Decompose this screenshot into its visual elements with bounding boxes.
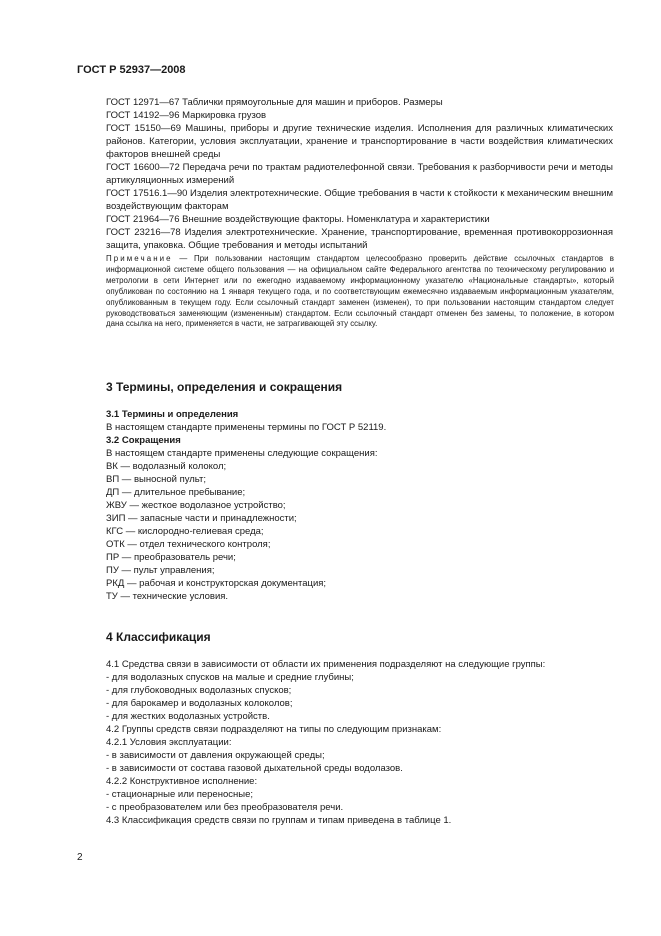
abbreviation-item: ЖВУ — жесткое водолазное устройство;	[106, 500, 286, 511]
reference-item: ГОСТ 23216—78 Изделия электротехнические. Хранение, транспортирование, временная противокоррозионная защита, упаковка. Общие требования и методы испытаний	[106, 227, 613, 251]
abbreviation-item: ВК — водолазный колокол;	[106, 461, 227, 472]
abbreviation-item: ПР — преобразователь речи;	[106, 552, 236, 563]
section-4-body	[106, 658, 613, 827]
note-label: Примечание	[106, 254, 173, 263]
abbreviation-item: ЗИП — запасные части и принадлежности;	[106, 513, 297, 524]
section-3-title: 3 Термины, определения и сокращения	[106, 380, 343, 394]
abbreviation-item: ВП — выносной пульт;	[106, 474, 207, 485]
classification-line: - для водолазных спусков на малые и средние глубины;	[106, 672, 354, 683]
classification-line: - стационарные или переносные;	[106, 789, 253, 800]
classification-line: 4.2.1 Условия эксплуатации:	[106, 737, 232, 748]
classification-line: - для глубоководных водолазных спусков;	[106, 685, 292, 696]
abbreviation-item: ОТК — отдел технического контроля;	[106, 539, 271, 550]
note-block	[106, 254, 614, 330]
abbreviation-item: КГС — кислородно-гелиевая среда;	[106, 526, 264, 537]
reference-item: ГОСТ 21964—76 Внешние воздействующие факторы. Номенклатура и характеристики	[106, 214, 490, 225]
classification-line: - для барокамер и водолазных колоколов;	[106, 698, 293, 709]
classification-line: - для жестких водолазных устройств.	[106, 711, 270, 722]
reference-item: ГОСТ 15150—69 Машины, приборы и другие технические изделия. Исполнения для различных климатических районов. Категории, условия эксплуатации, хранение и транспортирование в части воздействия климатических факторов внешней среды	[106, 123, 613, 160]
note-text: — При пользовании настоящим стандартом целесообразно проверить действие ссылочных стандартов в информационной системе общего пользования — на официальном сайте Федерального агентства по техническому регулированию и метрологии в сети Интернет или по ежегодно издаваемому информационному указателю «Национальные стандарты», который опубликован по состоянию на 1 января текущего года, и по соответствующим ежемесячно издаваемым информационным указателям, опубликованным в текущем году. Если ссылочный стандарт заменен (изменен), то при пользовании настоящим стандартом следует руководствоваться заменяющим (измененным) стандартом. Если ссылочный стандарт отменен без замены, то положение, в котором дана ссылка на него, применяется в части, не затрагивающей эту ссылку.	[106, 254, 614, 329]
abbreviation-item: РКД — рабочая и конструкторская документация;	[106, 578, 327, 589]
classification-line: 4.1 Средства связи в зависимости от области их применения подразделяют на следующие группы:	[106, 659, 546, 670]
reference-item: ГОСТ 16600—72 Передача речи по трактам радиотелефонной связи. Требования к разборчивости речи и методы артикуляционных измерений	[106, 162, 613, 186]
classification-line: - в зависимости от давления окружающей среды;	[106, 750, 325, 761]
abbreviation-item: ДП — длительное пребывание;	[106, 487, 246, 498]
classification-line: - в зависимости от состава газовой дыхательной среды водолазов.	[106, 763, 403, 774]
reference-item: ГОСТ 17516.1—90 Изделия электротехнические. Общие требования в части к стойкости к механическим внешним воздействующим факторам	[106, 188, 613, 212]
subsection-3-1-title: 3.1 Термины и определения	[106, 409, 239, 420]
section-3-body	[106, 408, 613, 603]
classification-line: - с преобразователем или без преобразователя речи.	[106, 802, 344, 813]
subsection-3-2-text: В настоящем стандарте применены следующие сокращения:	[106, 448, 378, 459]
subsection-3-1-text: В настоящем стандарте применены термины по ГОСТ Р 52119.	[106, 422, 387, 433]
section-4-title: 4 Классификация	[106, 630, 211, 644]
classification-line: 4.2.2 Конструктивное исполнение:	[106, 776, 258, 787]
abbreviation-item: ПУ — пульт управления;	[106, 565, 215, 576]
page-number: 2	[77, 852, 83, 863]
page-header: ГОСТ Р 52937—2008	[77, 64, 186, 76]
reference-item: ГОСТ 14192—96 Маркировка грузов	[106, 110, 267, 121]
reference-item: ГОСТ 12971—67 Таблички прямоугольные для машин и приборов. Размеры	[106, 97, 443, 108]
classification-line: 4.3 Классификация средств связи по группам и типам приведена в таблице 1.	[106, 815, 452, 826]
subsection-3-2-title: 3.2 Сокращения	[106, 435, 181, 446]
classification-line: 4.2 Группы средств связи подразделяют на типы по следующим признакам:	[106, 724, 442, 735]
abbreviation-item: ТУ — технические условия.	[106, 591, 229, 602]
normative-references	[106, 96, 613, 252]
